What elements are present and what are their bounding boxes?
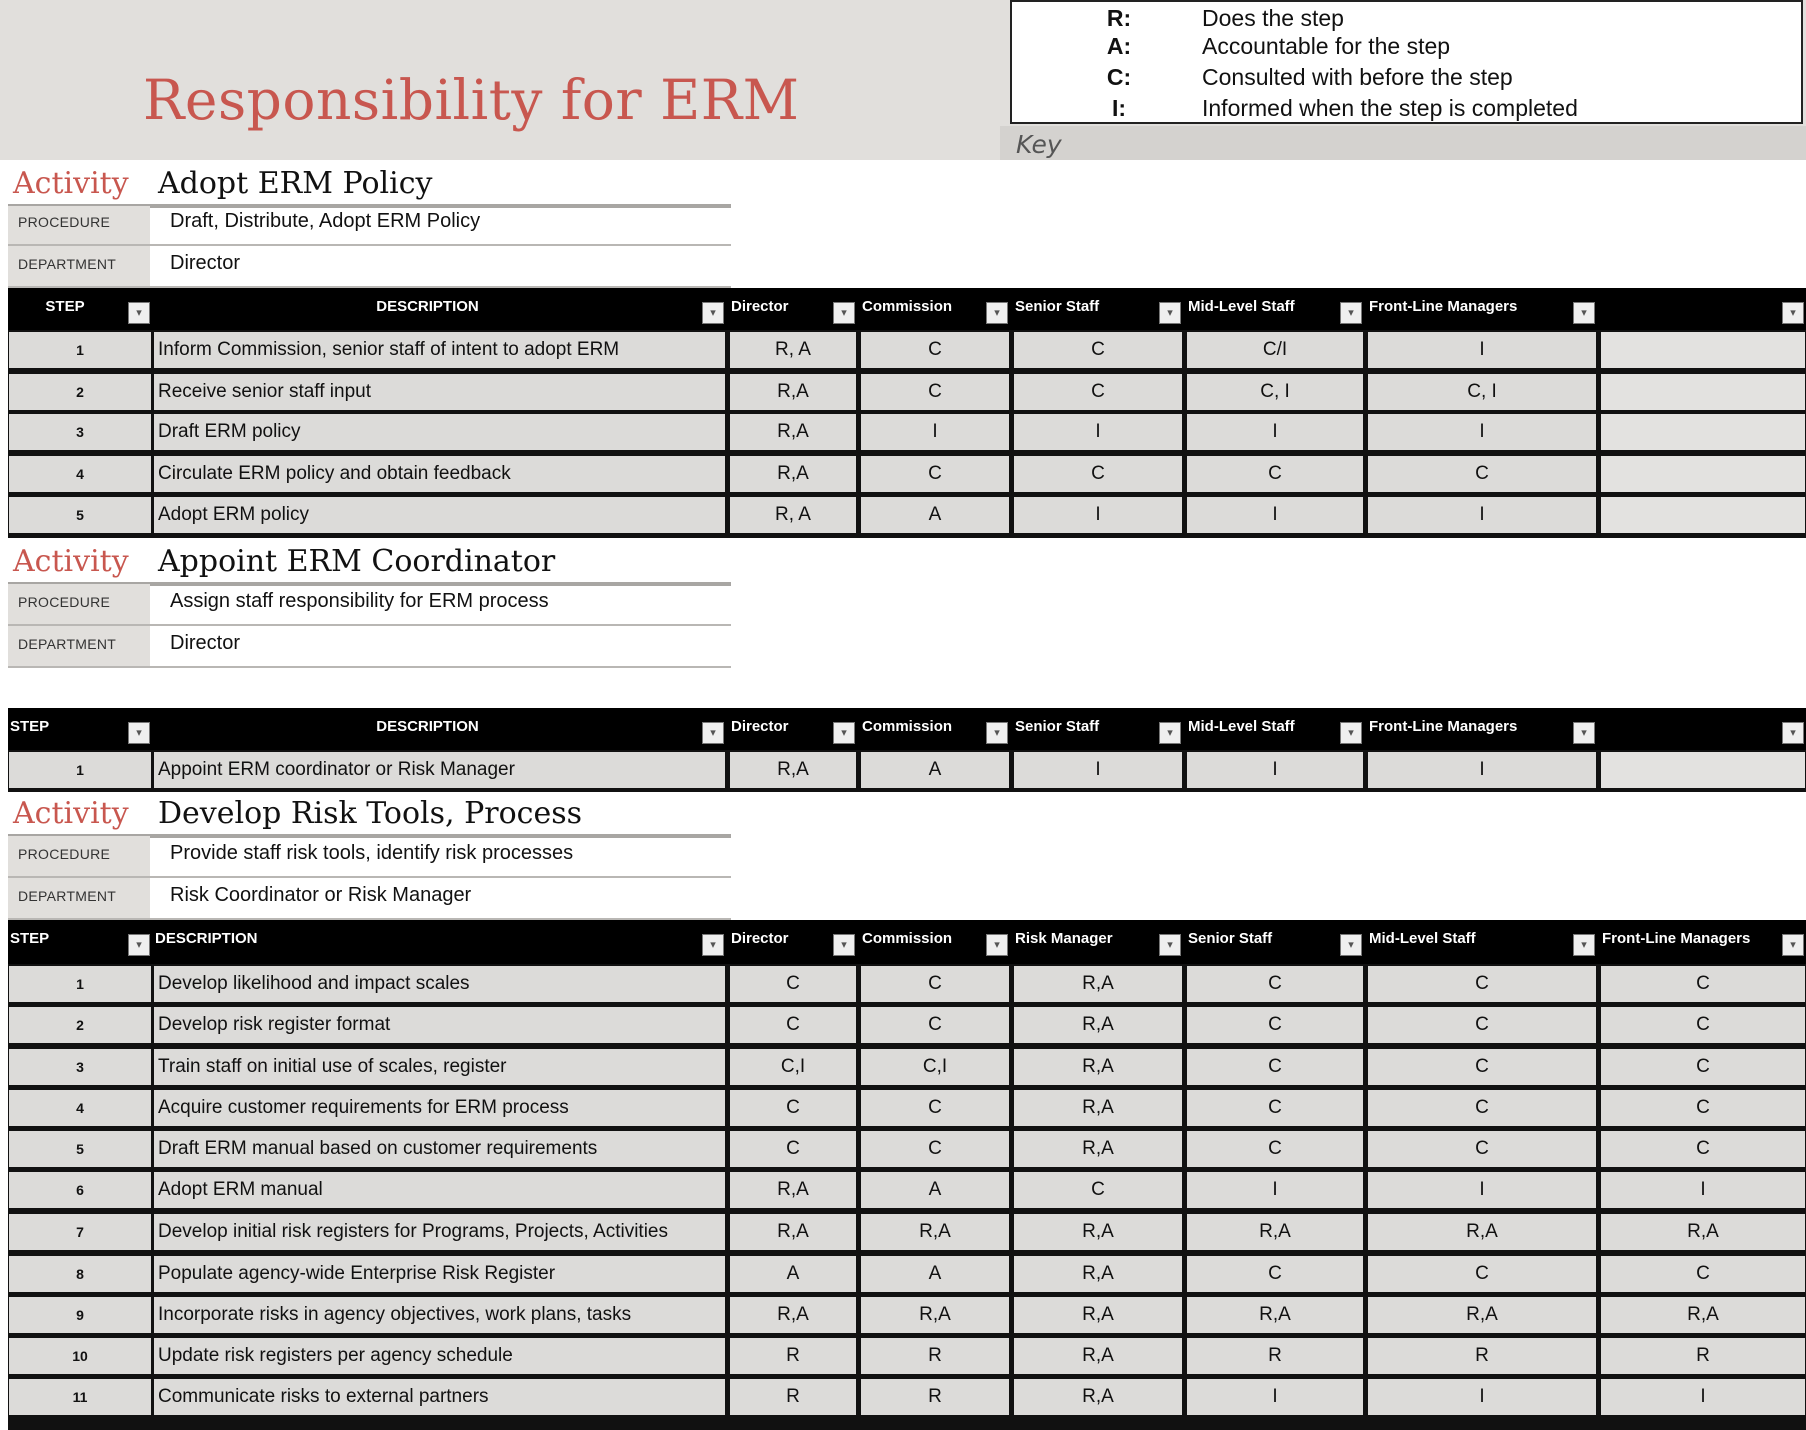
key-text: Does the step — [1202, 5, 1344, 31]
raci-cell: C — [730, 1090, 856, 1126]
raci-cell: C — [1187, 1007, 1363, 1043]
key-entry — [1012, 5, 1801, 35]
raci-cell: C — [1187, 966, 1363, 1002]
role-header: Commission — [862, 298, 953, 315]
step-cell: 7 — [9, 1214, 151, 1250]
raci-cell: R,A — [1014, 966, 1182, 1002]
table-row — [8, 1379, 1806, 1417]
description-cell: Adopt ERM policy — [154, 497, 725, 533]
filter-dropdown-button[interactable]: ▾ — [1573, 934, 1595, 956]
description-cell: Develop risk register format — [154, 1007, 725, 1043]
raci-cell: C,I — [730, 1049, 856, 1085]
raci-cell: R,A — [1014, 1379, 1182, 1415]
raci-cell: R,A — [730, 414, 856, 450]
raci-cell: R — [1601, 1338, 1805, 1374]
raci-cell: C — [1601, 1049, 1805, 1085]
table-row — [8, 497, 1806, 535]
description-cell: Acquire customer requirements for ERM process — [154, 1090, 725, 1126]
table-row — [8, 374, 1806, 412]
step-cell: 5 — [9, 497, 151, 533]
raci-cell: C — [1014, 456, 1182, 492]
procedure-value: Assign staff responsibility for ERM process — [170, 590, 549, 612]
raci-cell: I — [1368, 1379, 1596, 1415]
raci-cell: C,I — [861, 1049, 1009, 1085]
raci-cell: R — [861, 1338, 1009, 1374]
role-header: Front-Line Managers — [1602, 930, 1751, 947]
filter-dropdown-button[interactable]: ▾ — [128, 722, 150, 744]
description-cell: Update risk registers per agency schedule — [154, 1338, 725, 1374]
description-cell: Circulate ERM policy and obtain feedback — [154, 456, 725, 492]
raci-cell: R,A — [1014, 1007, 1182, 1043]
procedure-label: PROCEDURE — [18, 214, 111, 230]
filter-dropdown-button[interactable]: ▾ — [986, 722, 1008, 744]
step-cell: 8 — [9, 1256, 151, 1292]
raci-cell: R — [730, 1338, 856, 1374]
table-row — [8, 414, 1806, 452]
activity-label: Activity — [13, 544, 129, 579]
raci-cell: R — [861, 1379, 1009, 1415]
filter-dropdown-button[interactable]: ▾ — [1573, 302, 1595, 324]
activity-label: Activity — [13, 796, 129, 831]
role-header: Front-Line Managers — [1369, 718, 1518, 735]
description-cell: Adopt ERM manual — [154, 1172, 725, 1208]
key-text: Consulted with before the step — [1202, 64, 1513, 90]
filter-dropdown-button[interactable]: ▾ — [1782, 302, 1804, 324]
filter-dropdown-button[interactable]: ▾ — [1159, 722, 1181, 744]
description-cell: Appoint ERM coordinator or Risk Manager — [154, 752, 725, 788]
key-code: A: — [1106, 33, 1132, 59]
raci-cell: C — [1187, 1090, 1363, 1126]
raci-cell — [1601, 497, 1805, 533]
step-cell: 3 — [9, 414, 151, 450]
key-code: R: — [1106, 5, 1132, 31]
raci-cell: C — [1187, 1256, 1363, 1292]
raci-cell: I — [1187, 1379, 1363, 1415]
raci-cell: I — [1601, 1172, 1805, 1208]
raci-cell: C — [1368, 1131, 1596, 1167]
raci-cell: R,A — [730, 1214, 856, 1250]
role-header: Director — [731, 718, 789, 735]
raci-cell: R,A — [730, 1172, 856, 1208]
description-header: DESCRIPTION — [155, 930, 258, 947]
role-header: Commission — [862, 930, 953, 947]
raci-cell: C — [861, 332, 1009, 368]
step-cell: 6 — [9, 1172, 151, 1208]
filter-dropdown-button[interactable]: ▾ — [702, 722, 724, 744]
activity-name: Develop Risk Tools, Process — [158, 796, 582, 831]
role-header: Risk Manager — [1015, 930, 1113, 947]
description-cell: Incorporate risks in agency objectives, work plans, tasks — [154, 1297, 725, 1333]
filter-dropdown-button[interactable]: ▾ — [1159, 302, 1181, 324]
role-header: Mid-Level Staff — [1188, 298, 1295, 315]
table-row — [8, 966, 1806, 1004]
filter-dropdown-button[interactable]: ▾ — [128, 302, 150, 324]
description-cell: Develop initial risk registers for Programs, Projects, Activities — [154, 1214, 725, 1250]
table-row — [8, 1256, 1806, 1294]
department-divider — [8, 666, 731, 668]
table-header — [8, 708, 1806, 750]
raci-cell: R,A — [1014, 1256, 1182, 1292]
raci-cell: I — [1187, 752, 1363, 788]
raci-cell: C — [1187, 1049, 1363, 1085]
key-entry — [1012, 95, 1801, 125]
key-entry — [1012, 33, 1801, 63]
raci-cell: I — [1014, 497, 1182, 533]
raci-cell: C, I — [1187, 374, 1363, 410]
key-code: I: — [1111, 95, 1127, 121]
raci-cell: R,A — [861, 1214, 1009, 1250]
step-cell: 2 — [9, 374, 151, 410]
step-header: STEP — [10, 718, 50, 735]
raci-cell: R,A — [730, 374, 856, 410]
table-row — [8, 752, 1806, 790]
raci-cell: R,A — [1014, 1214, 1182, 1250]
raci-cell: C — [1368, 456, 1596, 492]
raci-cell: R,A — [1601, 1214, 1805, 1250]
key-code: C: — [1106, 64, 1132, 90]
description-header: DESCRIPTION — [376, 718, 479, 735]
table-row — [8, 1049, 1806, 1087]
raci-cell: R, A — [730, 332, 856, 368]
raci-cell — [1601, 752, 1805, 788]
role-header: Senior Staff — [1015, 718, 1100, 735]
description-cell: Draft ERM manual based on customer requirements — [154, 1131, 725, 1167]
raci-cell: R,A — [1014, 1297, 1182, 1333]
raci-cell: R,A — [1014, 1090, 1182, 1126]
raci-cell: C — [861, 966, 1009, 1002]
role-header: Mid-Level Staff — [1188, 718, 1295, 735]
raci-cell: R,A — [1014, 1131, 1182, 1167]
table-row — [8, 1090, 1806, 1128]
raci-cell: R, A — [730, 497, 856, 533]
raci-cell — [1601, 374, 1805, 410]
procedure-value: Draft, Distribute, Adopt ERM Policy — [170, 210, 481, 232]
activity-name: Appoint ERM Coordinator — [158, 544, 556, 579]
procedure-label: PROCEDURE — [18, 594, 111, 610]
activity-name: Adopt ERM Policy — [158, 166, 433, 201]
role-header: Director — [731, 930, 789, 947]
raci-cell: R,A — [730, 1297, 856, 1333]
raci-cell: I — [1014, 414, 1182, 450]
role-header: Mid-Level Staff — [1369, 930, 1476, 947]
department-label: DEPARTMENT — [18, 888, 117, 904]
step-cell: 1 — [9, 332, 151, 368]
description-cell: Train staff on initial use of scales, register — [154, 1049, 725, 1085]
raci-cell: C/I — [1187, 332, 1363, 368]
raci-cell: C — [1187, 456, 1363, 492]
department-label: DEPARTMENT — [18, 636, 117, 652]
step-header: STEP — [10, 930, 50, 947]
role-header: Senior Staff — [1188, 930, 1273, 947]
table-row — [8, 1338, 1806, 1376]
table-row — [8, 332, 1806, 370]
key-entry — [1012, 64, 1801, 94]
raci-cell: R,A — [730, 456, 856, 492]
raci-cell: I — [861, 414, 1009, 450]
table-row — [8, 1007, 1806, 1045]
filter-dropdown-button[interactable]: ▾ — [1340, 302, 1362, 324]
description-cell: Develop likelihood and impact scales — [154, 966, 725, 1002]
filter-dropdown-button[interactable]: ▾ — [1782, 934, 1804, 956]
raci-cell: A — [730, 1256, 856, 1292]
filter-dropdown-button[interactable]: ▾ — [128, 934, 150, 956]
description-cell: Receive senior staff input — [154, 374, 725, 410]
raci-cell: R,A — [1187, 1214, 1363, 1250]
raci-cell: C — [730, 966, 856, 1002]
raci-cell: I — [1187, 497, 1363, 533]
raci-cell: C — [1601, 1007, 1805, 1043]
description-header: DESCRIPTION — [376, 298, 479, 315]
department-label: DEPARTMENT — [18, 256, 117, 272]
table-body — [8, 330, 1806, 538]
raci-cell: I — [1368, 414, 1596, 450]
filter-dropdown-button[interactable]: ▾ — [702, 934, 724, 956]
filter-dropdown-button[interactable]: ▾ — [986, 302, 1008, 324]
filter-dropdown-button[interactable]: ▾ — [1159, 934, 1181, 956]
table-row — [8, 1214, 1806, 1252]
description-cell: Communicate risks to external partners — [154, 1379, 725, 1415]
table-row — [8, 1297, 1806, 1335]
department-value: Director — [170, 632, 241, 654]
raci-cell: R,A — [1014, 1049, 1182, 1085]
raci-cell: C — [1368, 1049, 1596, 1085]
raci-cell: C — [861, 1007, 1009, 1043]
raci-cell: C — [1014, 374, 1182, 410]
raci-cell: R,A — [861, 1297, 1009, 1333]
raci-cell: R — [1368, 1338, 1596, 1374]
table-body — [8, 750, 1806, 792]
raci-cell: C — [1601, 1131, 1805, 1167]
raci-cell: C — [730, 1007, 856, 1043]
raci-cell: C — [730, 1131, 856, 1167]
procedure-label: PROCEDURE — [18, 846, 111, 862]
raci-cell: I — [1601, 1379, 1805, 1415]
raci-cell: C — [1368, 1090, 1596, 1126]
procedure-value: Provide staff risk tools, identify risk processes — [170, 842, 574, 864]
raci-cell: C — [1368, 966, 1596, 1002]
activity-label: Activity — [13, 166, 129, 201]
filter-dropdown-button[interactable]: ▾ — [986, 934, 1008, 956]
raci-cell: A — [861, 1256, 1009, 1292]
raci-cell: A — [861, 1172, 1009, 1208]
raci-cell: I — [1014, 752, 1182, 788]
table-header — [8, 920, 1806, 964]
raci-cell: C, I — [1368, 374, 1596, 410]
raci-cell: C — [861, 456, 1009, 492]
step-cell: 2 — [9, 1007, 151, 1043]
step-cell: 4 — [9, 456, 151, 492]
raci-cell: C — [861, 374, 1009, 410]
description-cell: Draft ERM policy — [154, 414, 725, 450]
key-box — [1010, 0, 1803, 124]
filter-dropdown-button[interactable]: ▾ — [1573, 722, 1595, 744]
table-row — [8, 456, 1806, 494]
raci-cell: I — [1368, 1172, 1596, 1208]
role-header: Director — [731, 298, 789, 315]
raci-cell: C — [861, 1131, 1009, 1167]
description-cell: Inform Commission, senior staff of intent to adopt ERM — [154, 332, 725, 368]
role-header: Senior Staff — [1015, 298, 1100, 315]
table-body — [8, 964, 1806, 1430]
key-label: Key — [1016, 130, 1062, 159]
raci-cell: R — [1187, 1338, 1363, 1374]
department-value: Director — [170, 252, 241, 274]
raci-cell: C — [1014, 332, 1182, 368]
table-row — [8, 1131, 1806, 1169]
department-value: Risk Coordinator or Risk Manager — [170, 884, 472, 906]
raci-cell: R — [730, 1379, 856, 1415]
description-cell: Populate agency-wide Enterprise Risk Register — [154, 1256, 725, 1292]
raci-cell: C — [1601, 966, 1805, 1002]
raci-cell: C — [1187, 1131, 1363, 1167]
raci-cell — [1601, 456, 1805, 492]
table-header — [8, 288, 1806, 330]
filter-dropdown-button[interactable]: ▾ — [833, 934, 855, 956]
raci-cell: C — [1601, 1090, 1805, 1126]
filter-dropdown-button[interactable]: ▾ — [833, 722, 855, 744]
step-cell: 1 — [9, 752, 151, 788]
raci-cell: C — [1368, 1007, 1596, 1043]
role-header: Front-Line Managers — [1369, 298, 1518, 315]
step-cell: 5 — [9, 1131, 151, 1167]
filter-dropdown-button[interactable]: ▾ — [1782, 722, 1804, 744]
step-cell: 1 — [9, 966, 151, 1002]
raci-cell: I — [1368, 332, 1596, 368]
raci-cell: C — [861, 1090, 1009, 1126]
raci-cell: R,A — [1368, 1297, 1596, 1333]
raci-cell: I — [1187, 414, 1363, 450]
filter-dropdown-button[interactable]: ▾ — [1340, 934, 1362, 956]
raci-cell: A — [861, 497, 1009, 533]
filter-dropdown-button[interactable]: ▾ — [1340, 722, 1362, 744]
filter-dropdown-button[interactable]: ▾ — [702, 302, 724, 324]
raci-cell: R,A — [1014, 1338, 1182, 1374]
raci-cell: I — [1368, 752, 1596, 788]
raci-cell: A — [861, 752, 1009, 788]
key-label-band — [1000, 126, 1806, 160]
step-cell: 11 — [9, 1379, 151, 1415]
raci-cell: I — [1368, 497, 1596, 533]
step-cell: 4 — [9, 1090, 151, 1126]
raci-cell: C — [1368, 1256, 1596, 1292]
raci-cell: I — [1187, 1172, 1363, 1208]
raci-cell — [1601, 332, 1805, 368]
raci-cell: R,A — [1187, 1297, 1363, 1333]
raci-cell: R,A — [1601, 1297, 1805, 1333]
step-cell: 9 — [9, 1297, 151, 1333]
raci-cell: R,A — [1368, 1214, 1596, 1250]
step-cell: 3 — [9, 1049, 151, 1085]
filter-dropdown-button[interactable]: ▾ — [833, 302, 855, 324]
key-text: Accountable for the step — [1202, 33, 1451, 59]
role-header: Commission — [862, 718, 953, 735]
step-cell: 10 — [9, 1338, 151, 1374]
raci-cell — [1601, 414, 1805, 450]
raci-cell: C — [1601, 1256, 1805, 1292]
step-header: STEP — [45, 298, 85, 315]
raci-cell: R,A — [730, 752, 856, 788]
table-row — [8, 1172, 1806, 1210]
page-title: Responsibility for ERM — [143, 68, 800, 132]
raci-cell: C — [1014, 1172, 1182, 1208]
key-text: Informed when the step is completed — [1202, 95, 1578, 121]
